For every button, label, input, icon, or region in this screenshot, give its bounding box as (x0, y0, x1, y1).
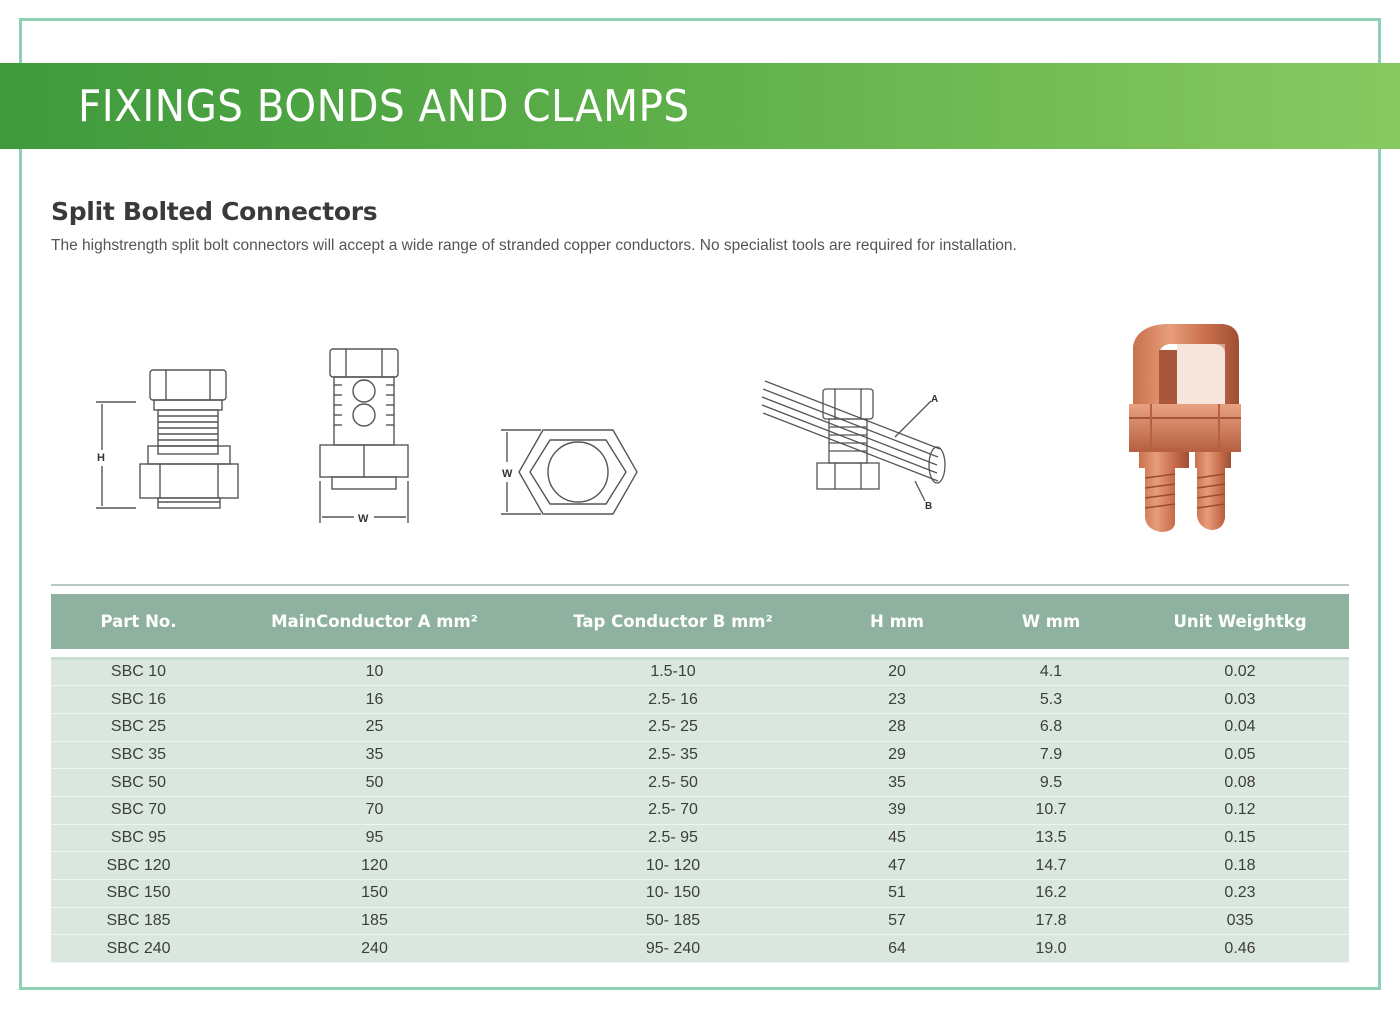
w-dimension-label: W (358, 513, 369, 525)
cell-unit-weight: 0.03 (1131, 686, 1349, 714)
header-tap-conductor: Tap Conductor B mm² (573, 612, 773, 631)
cell-main-conductor: 95 (226, 824, 523, 852)
cell-h: 23 (823, 686, 971, 714)
cell-h: 57 (823, 907, 971, 935)
header-spacer (51, 649, 1349, 658)
cell-h: 45 (823, 824, 971, 852)
cell-main-conductor: 16 (226, 686, 523, 714)
cell-tap-conductor: 2.5- 25 (523, 713, 823, 741)
cell-main-conductor: 70 (226, 796, 523, 824)
cell-unit-weight: 035 (1131, 907, 1349, 935)
cell-unit-weight: 0.18 (1131, 852, 1349, 880)
cell-part-no: SBC 35 (51, 741, 226, 769)
cell-w: 6.8 (971, 713, 1131, 741)
cell-part-no: SBC 10 (51, 658, 226, 686)
cell-h: 29 (823, 741, 971, 769)
header-banner (0, 63, 1400, 149)
b-conductor-label: B (925, 501, 933, 512)
header-w: W mm (1021, 612, 1081, 631)
header-part-no: Part No. (100, 612, 177, 631)
cell-part-no: SBC 70 (51, 796, 226, 824)
a-conductor-label: A (931, 394, 939, 405)
cell-w: 5.3 (971, 686, 1131, 714)
cell-unit-weight: 0.02 (1131, 658, 1349, 686)
cell-w: 10.7 (971, 796, 1131, 824)
cell-main-conductor: 50 (226, 769, 523, 797)
table-row (51, 686, 1349, 714)
table-row (51, 769, 1349, 797)
cell-main-conductor: 25 (226, 713, 523, 741)
cell-part-no: SBC 120 (51, 852, 226, 880)
cell-tap-conductor: 10- 150 (523, 880, 823, 908)
connector-front-view-diagram (312, 345, 422, 530)
cell-tap-conductor: 2.5- 50 (523, 769, 823, 797)
table-row (51, 880, 1349, 908)
cell-unit-weight: 0.12 (1131, 796, 1349, 824)
cell-unit-weight: 0.46 (1131, 935, 1349, 963)
section-divider (51, 584, 1349, 586)
cell-h: 35 (823, 769, 971, 797)
cell-h: 64 (823, 935, 971, 963)
cell-tap-conductor: 50- 185 (523, 907, 823, 935)
cell-tap-conductor: 2.5- 95 (523, 824, 823, 852)
cell-w: 16.2 (971, 880, 1131, 908)
copper-split-bolt-product-image (1115, 318, 1255, 540)
cell-part-no: SBC 150 (51, 880, 226, 908)
cell-tap-conductor: 2.5- 70 (523, 796, 823, 824)
section-description: The highstrength split bolt connectors will accept a wide range of stranded copper conductors. No specialist tools are required for installation. (51, 237, 1017, 254)
cell-w: 17.8 (971, 907, 1131, 935)
cell-tap-conductor: 2.5- 35 (523, 741, 823, 769)
cell-tap-conductor: 10- 120 (523, 852, 823, 880)
cell-tap-conductor: 1.5-10 (523, 658, 823, 686)
table-row (51, 824, 1349, 852)
header-h: H mm (870, 612, 924, 631)
table-row (51, 658, 1349, 686)
w-dimension-label-top: W (502, 468, 513, 480)
cell-h: 47 (823, 852, 971, 880)
cell-w: 7.9 (971, 741, 1131, 769)
table-row (51, 796, 1349, 824)
connector-side-view-diagram (88, 362, 248, 517)
table-header-row (51, 594, 1349, 649)
cell-unit-weight: 0.23 (1131, 880, 1349, 908)
cell-h: 39 (823, 796, 971, 824)
table-row (51, 935, 1349, 963)
header-unit-weight: Unit Weightkg (1173, 612, 1307, 631)
cell-main-conductor: 35 (226, 741, 523, 769)
specifications-table (51, 594, 1349, 963)
cell-w: 13.5 (971, 824, 1131, 852)
cell-main-conductor: 240 (226, 935, 523, 963)
cell-w: 19.0 (971, 935, 1131, 963)
connector-usage-diagram (755, 375, 955, 520)
cell-main-conductor: 185 (226, 907, 523, 935)
cell-part-no: SBC 50 (51, 769, 226, 797)
cell-h: 20 (823, 658, 971, 686)
cell-part-no: SBC 185 (51, 907, 226, 935)
header-main-conductor: MainConductor A mm² (271, 612, 478, 631)
table-row (51, 713, 1349, 741)
cell-part-no: SBC 240 (51, 935, 226, 963)
cell-part-no: SBC 16 (51, 686, 226, 714)
page-title: FIXINGS BONDS AND CLAMPS (78, 81, 690, 132)
cell-unit-weight: 0.04 (1131, 713, 1349, 741)
table-row (51, 907, 1349, 935)
cell-w: 14.7 (971, 852, 1131, 880)
cell-unit-weight: 0.08 (1131, 769, 1349, 797)
cell-unit-weight: 0.05 (1131, 741, 1349, 769)
cell-part-no: SBC 25 (51, 713, 226, 741)
h-dimension-label: H (97, 452, 105, 464)
section-title: Split Bolted Connectors (51, 197, 378, 226)
cell-w: 9.5 (971, 769, 1131, 797)
connector-top-view-diagram (495, 420, 645, 525)
cell-main-conductor: 10 (226, 658, 523, 686)
table-row (51, 852, 1349, 880)
cell-part-no: SBC 95 (51, 824, 226, 852)
cell-tap-conductor: 95- 240 (523, 935, 823, 963)
cell-tap-conductor: 2.5- 16 (523, 686, 823, 714)
table-row (51, 741, 1349, 769)
cell-main-conductor: 120 (226, 852, 523, 880)
cell-h: 51 (823, 880, 971, 908)
cell-w: 4.1 (971, 658, 1131, 686)
cell-unit-weight: 0.15 (1131, 824, 1349, 852)
cell-main-conductor: 150 (226, 880, 523, 908)
cell-h: 28 (823, 713, 971, 741)
